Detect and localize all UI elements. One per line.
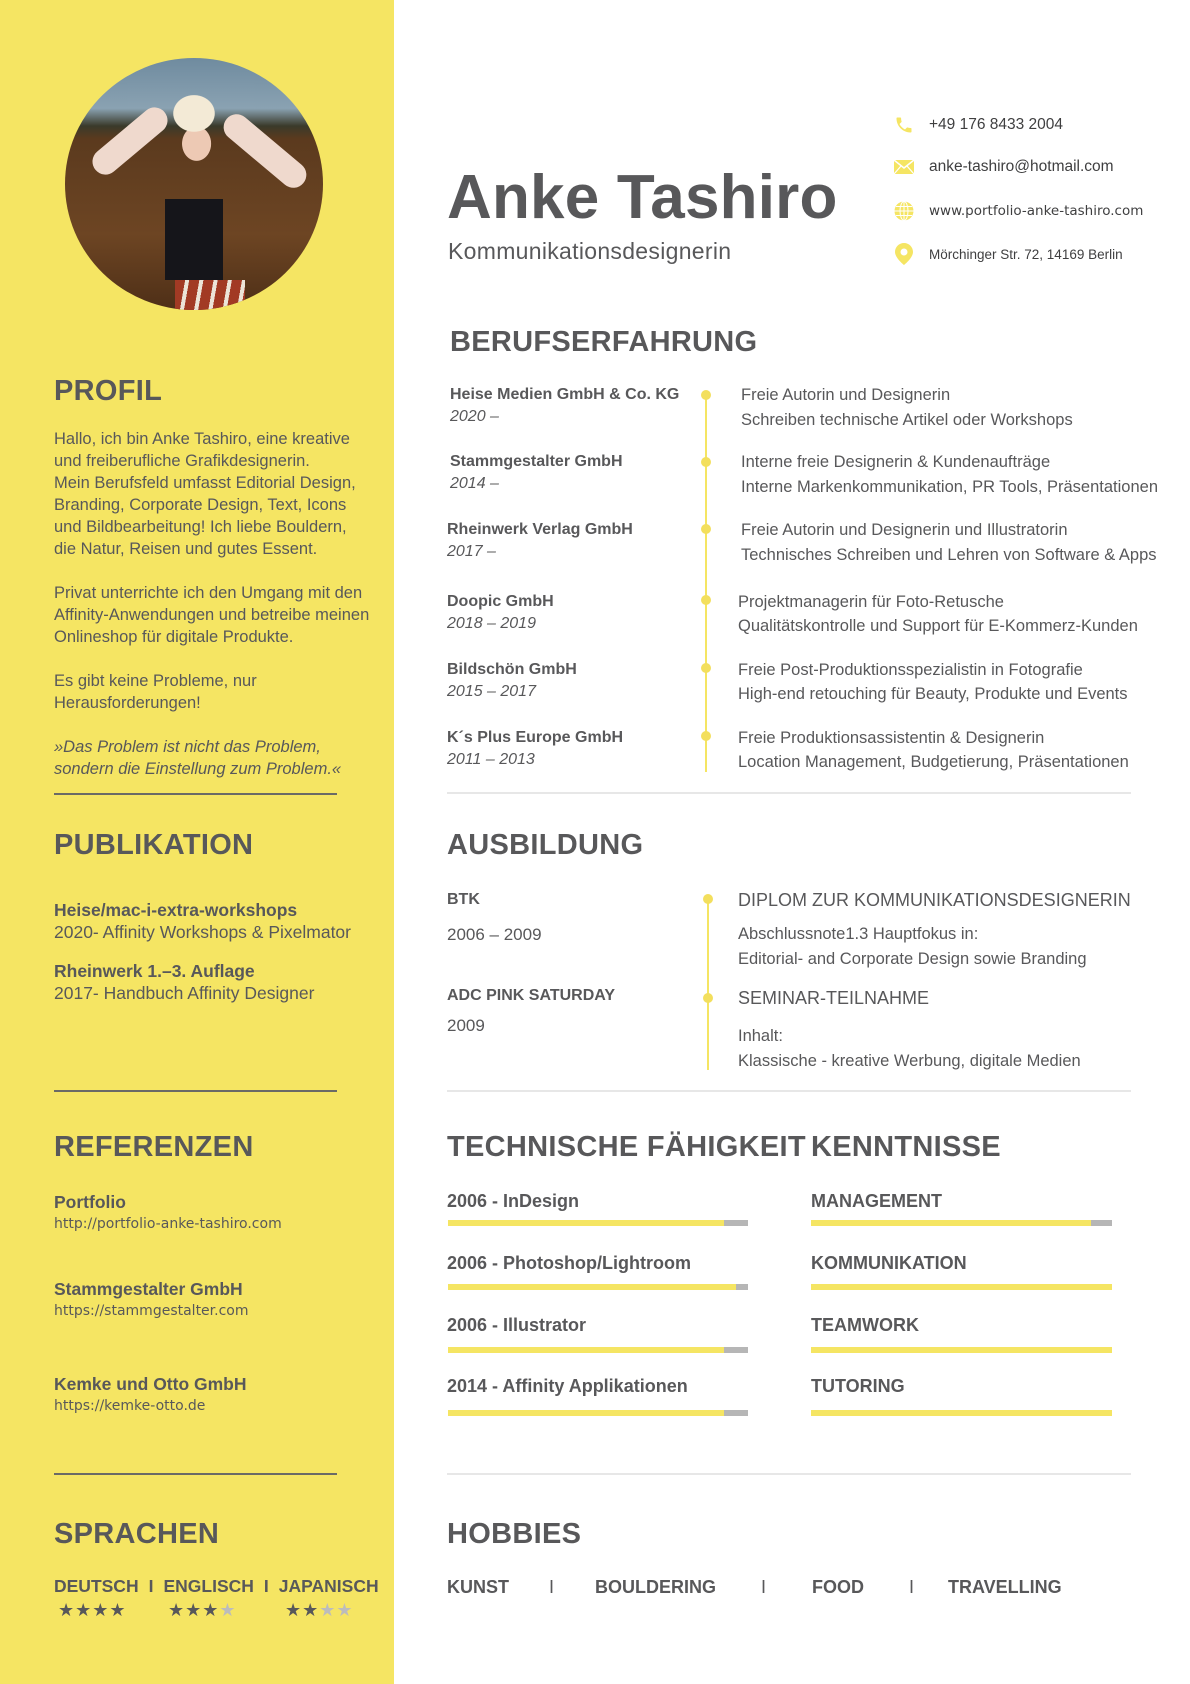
divider (54, 1473, 337, 1475)
knowledge-bar (811, 1347, 1112, 1353)
timeline-dot (701, 595, 711, 605)
job-company: Stammgestalter GmbH (450, 453, 623, 470)
knowledge-label: TEAMWORK (811, 1315, 919, 1335)
skill-bar (448, 1284, 748, 1290)
knowledge-bar-fill (811, 1220, 1091, 1226)
hobby-separator: I (909, 1577, 915, 1597)
degree-detail: Editorial- and Corporate Design sowie Branding (738, 950, 1087, 968)
education-heading: AUSBILDUNG (447, 829, 644, 861)
school-years: 2006 – 2009 (447, 925, 542, 944)
reference-link[interactable]: https://stammgestalter.com (54, 1303, 249, 1319)
degree-title: SEMINAR-TEILNAHME (738, 988, 930, 1008)
profile-quote: »Das Problem ist nicht das Problem, sondern die Einstellung zum Problem.« (54, 738, 342, 778)
skill-label: 2006 - Illustrator (447, 1315, 587, 1335)
job-company: Doopic GmbH (447, 593, 554, 610)
divider (447, 1473, 1131, 1475)
hobby-item: BOULDERING (595, 1577, 716, 1597)
hobby-separator: I (549, 1577, 555, 1597)
reference-item: Portfolio http://portfolio-anke-tashiro.com (54, 1192, 282, 1232)
publications-heading: PUBLIKATION (54, 829, 254, 861)
phone-icon (893, 114, 915, 136)
contact-email[interactable]: anke-tashiro@hotmail.com (893, 154, 1114, 180)
contact-website[interactable]: www.portfolio-anke-tashiro.com (893, 198, 1143, 224)
timeline-dot (701, 390, 711, 400)
sidebar (0, 0, 394, 1684)
hobby-item: KUNST (447, 1577, 509, 1597)
globe-icon (893, 200, 915, 222)
degree-detail: Inhalt: (738, 1027, 783, 1045)
school-name: ADC PINK SATURDAY (447, 987, 616, 1004)
degree-title: DIPLOM ZUR KOMMUNIKATIONSDESIGNERIN (738, 890, 1131, 910)
job-role: Freie Produktionsassistentin & Designerin (738, 729, 1045, 747)
knowledge-label: MANAGEMENT (811, 1191, 942, 1211)
reference-item: Stammgestalter GmbH https://stammgestalter.com (54, 1279, 249, 1319)
divider (447, 1090, 1131, 1092)
job-role: Projektmanagerin für Foto-Retusche (738, 593, 1004, 611)
skill-bar (448, 1347, 748, 1353)
skill-label: 2006 - Photoshop/Lightroom (447, 1253, 692, 1273)
job-description: Qualitätskontrolle und Support für E-Kommerz-Kunden (738, 617, 1138, 635)
profile-photo (65, 58, 323, 310)
skill-bar-fill (448, 1410, 724, 1416)
timeline-dot (703, 894, 713, 904)
job-role: Freie Post-Produktionsspezialistin in Fotografie (738, 661, 1083, 679)
job-company: Rheinwerk Verlag GmbH (447, 521, 633, 538)
envelope-icon (893, 156, 915, 178)
divider (54, 1090, 337, 1092)
tech-skills-heading: TECHNISCHE FÄHIGKEIT (447, 1131, 806, 1163)
profile-paragraph-2: Privat unterrichte ich den Umgang mit den Affinity-Anwendungen und betreibe meinen Onlineshop für digitale Produkte. (54, 584, 370, 646)
job-description: High-end retouching für Beauty, Produkte und Events (738, 685, 1128, 703)
timeline-dot (701, 457, 711, 467)
reference-item: Kemke und Otto GmbH https://kemke-otto.de (54, 1374, 247, 1414)
school-years: 2009 (447, 1016, 485, 1035)
knowledge-label: TUTORING (811, 1376, 905, 1396)
job-role: Freie Autorin und Designerin und Illustratorin (741, 521, 1068, 539)
divider (447, 792, 1131, 794)
hobby-item: FOOD (812, 1577, 864, 1597)
school-name: BTK (447, 891, 480, 908)
skill-bar-fill (448, 1347, 724, 1353)
profile-paragraph-3: Es gibt keine Probleme, nur Herausforderungen! (54, 672, 257, 712)
timeline-dot (701, 731, 711, 741)
contact-phone[interactable]: +49 176 8433 2004 (893, 112, 1063, 138)
job-years: 2018 – 2019 (447, 615, 536, 632)
degree-detail: Abschlussnote1.3 Hauptfokus in: (738, 925, 979, 943)
reference-link[interactable]: https://kemke-otto.de (54, 1398, 206, 1414)
experience-timeline (705, 396, 707, 772)
map-pin-icon (893, 243, 915, 265)
job-title: Kommunikationsdesignerin (448, 238, 732, 264)
job-years: 2014 – (450, 475, 499, 492)
knowledge-label: KOMMUNIKATION (811, 1253, 967, 1273)
skill-label: 2014 - Affinity Applikationen (447, 1376, 688, 1396)
skill-label: 2006 - InDesign (447, 1191, 580, 1211)
timeline-dot (701, 663, 711, 673)
profile-paragraph-1: Hallo, ich bin Anke Tashiro, eine kreative und freiberufliche Grafikdesignerin. Mein Berufsfeld umfasst Editorial Design, Branding, Corporate Design, Text, Icons und Bildbearbeitung! Ich liebe Bouldern, die Natur, Reisen und gutes Essent. (54, 430, 356, 558)
job-role: Interne freie Designerin & Kundenaufträge (741, 453, 1051, 471)
job-years: 2011 – 2013 (447, 751, 535, 768)
hobbies-heading: HOBBIES (447, 1518, 582, 1550)
hobby-item: TRAVELLING (948, 1577, 1062, 1597)
knowledge-bar (811, 1410, 1112, 1416)
experience-heading: BERUFSERFAHRUNG (450, 326, 758, 358)
job-company: Bildschön GmbH (447, 661, 577, 678)
timeline-dot (701, 524, 711, 534)
profile-heading: PROFIL (54, 375, 163, 407)
job-years: 2020 – (450, 408, 499, 425)
job-years: 2017 – (447, 543, 496, 560)
person-name: Anke Tashiro (447, 163, 838, 232)
job-description: Interne Markenkommunikation, PR Tools, Präsentationen (741, 478, 1158, 496)
timeline-dot (703, 993, 713, 1003)
job-description: Technisches Schreiben und Lehren von Software & Apps (741, 546, 1157, 564)
references-heading: REFERENZEN (54, 1131, 254, 1163)
skill-bar (448, 1220, 748, 1226)
contact-address: Mörchinger Str. 72, 14169 Berlin (893, 241, 1123, 267)
job-company: Heise Medien GmbH & Co. KG (450, 386, 680, 403)
reference-link[interactable]: http://portfolio-anke-tashiro.com (54, 1216, 282, 1232)
job-years: 2015 – 2017 (447, 683, 536, 700)
knowledge-bar (811, 1220, 1112, 1226)
job-description: Location Management, Budgetierung, Präsentationen (738, 753, 1129, 771)
skill-bar (448, 1410, 748, 1416)
skill-bar-fill (448, 1284, 736, 1290)
languages-list: DEUTSCH I ENGLISCH I JAPANISCH (54, 1576, 379, 1596)
hobby-separator: I (761, 1577, 767, 1597)
publication-item: Rheinwerk 1.–3. Auflage 2017- Handbuch Affinity Designer (54, 961, 315, 1003)
language-rating-japanisch: ★★★★ (285, 1600, 354, 1620)
education-timeline (707, 896, 709, 1070)
degree-detail: Klassische - kreative Werbung, digitale Medien (738, 1052, 1081, 1070)
job-description: Schreiben technische Artikel oder Workshops (741, 411, 1073, 429)
publication-item: Heise/mac-i-extra-workshops 2020- Affinity Workshops & Pixelmator (54, 900, 351, 942)
knowledge-heading: KENNTNISSE (811, 1131, 1001, 1163)
knowledge-bar-fill (811, 1284, 1112, 1290)
knowledge-bar-fill (811, 1410, 1112, 1416)
language-rating-deutsch: ★★★★ (58, 1600, 127, 1620)
languages-heading: SPRACHEN (54, 1518, 220, 1550)
skill-bar-fill (448, 1220, 724, 1226)
language-rating-englisch: ★★★★ (168, 1600, 237, 1620)
knowledge-bar (811, 1284, 1112, 1290)
divider (54, 793, 337, 795)
job-company: K´s Plus Europe GmbH (447, 729, 624, 746)
job-role: Freie Autorin und Designerin (741, 386, 951, 404)
knowledge-bar-fill (811, 1347, 1112, 1353)
